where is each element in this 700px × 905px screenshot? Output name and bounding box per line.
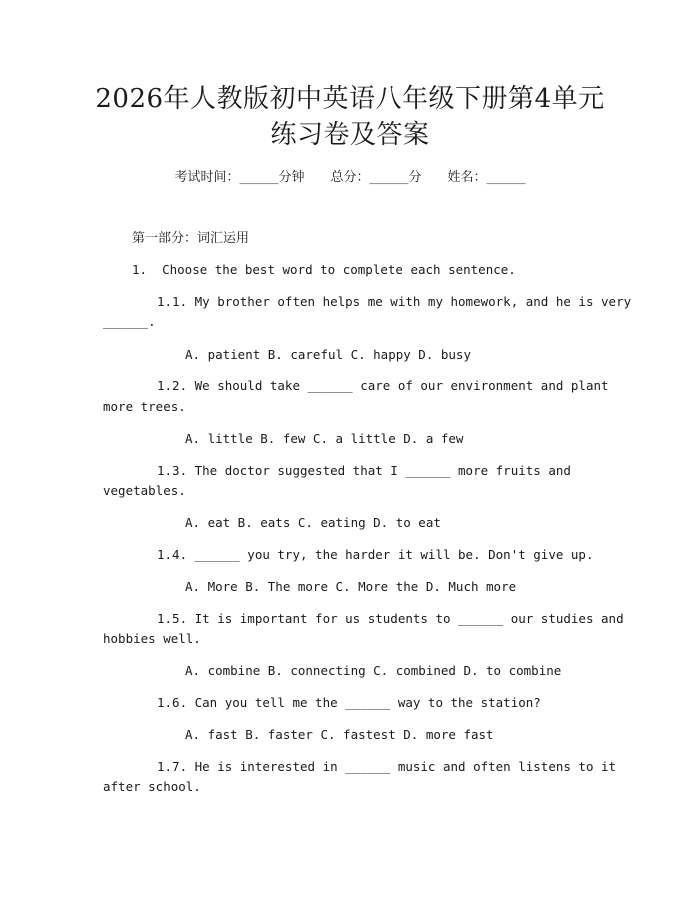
exam-time-label: 考试时间：______分钟	[174, 170, 305, 185]
answer-options: A. combine B. connecting C. combined D. to combine	[185, 663, 562, 678]
question-text: 1.2. We should take ______ care of our environment and plant	[157, 378, 609, 393]
answer-options: A. patient B. careful C. happy D. busy	[185, 347, 471, 362]
question-text-continued: more trees.	[103, 399, 186, 414]
question-text-continued: ______.	[103, 314, 156, 329]
question-text-continued: vegetables.	[103, 483, 186, 498]
question-prompt: 1. Choose the best word to complete each sentence.	[132, 262, 516, 277]
section-heading: 第一部分：词汇运用	[132, 231, 250, 246]
document-title-line-1: 2026年人教版初中英语八年级下册第4单元	[95, 84, 605, 114]
answer-options: A. little B. few C. a little D. a few	[185, 431, 464, 446]
name-label: 姓名：______	[447, 170, 526, 185]
question-text: 1.5. It is important for us students to ______ our studies and	[157, 611, 624, 626]
answer-options: A. More B. The more C. More the D. Much more	[185, 579, 517, 594]
question-text-continued: hobbies well.	[103, 631, 201, 646]
question-text: 1.4. ______ you try, the harder it will be. Don't give up.	[157, 547, 594, 562]
total-score-label: 总分：______分	[330, 170, 422, 185]
question-text: 1.6. Can you tell me the ______ way to the station?	[157, 695, 541, 710]
question-text: 1.7. He is interested in ______ music and often listens to it	[157, 759, 617, 774]
question-text: 1.1. My brother often helps me with my homework, and he is very	[157, 294, 632, 309]
question-text: 1.3. The doctor suggested that I ______ more fruits and	[157, 463, 571, 478]
question-text-continued: after school.	[103, 779, 201, 794]
answer-options: A. eat B. eats C. eating D. to eat	[185, 515, 441, 530]
document-title-line-2: 练习卷及答案	[270, 120, 430, 150]
exam-info-row	[0, 168, 700, 188]
answer-options: A. fast B. faster C. fastest D. more fast	[185, 727, 494, 742]
